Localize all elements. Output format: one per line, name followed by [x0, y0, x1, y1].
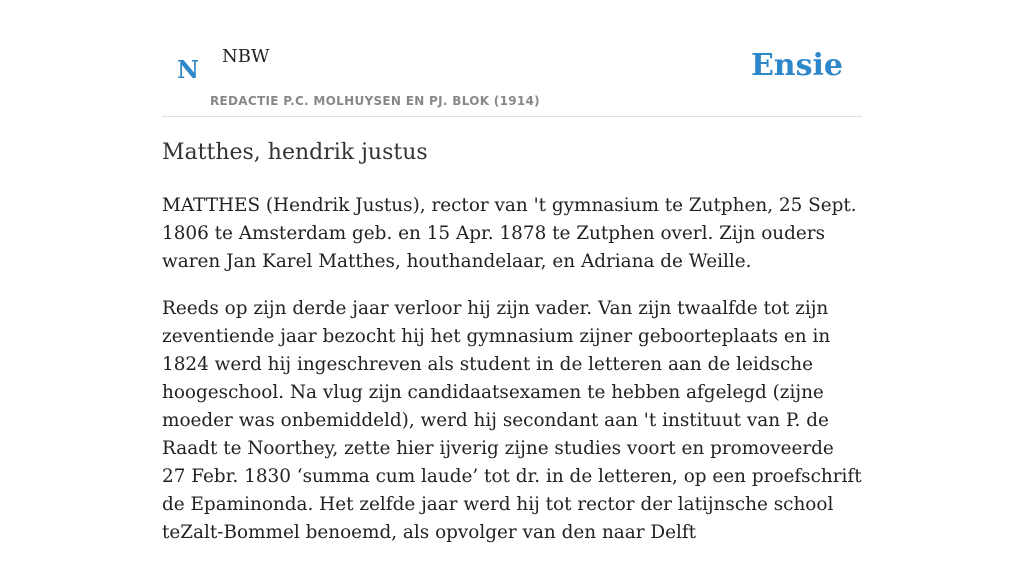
source-logo[interactable]: N [177, 55, 199, 84]
source-subtitle: REDACTIE P.C. MOLHUYSEN EN PJ. BLOK (1914) [210, 94, 540, 108]
brand-logo[interactable]: Ensie [750, 48, 843, 83]
article-body [162, 192, 862, 566]
source-title[interactable]: NBW [222, 46, 270, 67]
article-paragraph: Reeds op zijn derde jaar verloor hij zijn vader. Van zijn twaalfde tot zijn zeventiende jaar bezocht hij het gymnasium zijner geboorteplaats en in 1824 werd hij ingeschreven als student in de letteren aan de leidsche hoogeschool. Na vlug zijn candidaatsexamen te hebben afgelegd (zijne moeder was onbemiddeld), werd hij secondant aan 't instituut van P. de Raadt te Noorthey, zette hier ijverig zijne studies voort en promoveerde 27 Febr. 1830 ‘summa cum laude’ tot dr. in de letteren, op een proefschrift de Epaminonda. Het zelfde jaar werd hij tot rector der latijnsche school teZalt-Bommel benoemd, als opvolger van den naar Delft [162, 298, 862, 543]
article-title: Matthes, hendrik justus [162, 140, 428, 165]
article-paragraph: MATTHES (Hendrik Justus), rector van 't gymnasium te Zutphen, 25 Sept. 1806 te Amsterdam geb. en 15 Apr. 1878 te Zutphen overl. Zijn ouders waren Jan Karel Matthes, houthandelaar, en Adriana de Weille. [162, 195, 857, 272]
header [162, 0, 862, 117]
